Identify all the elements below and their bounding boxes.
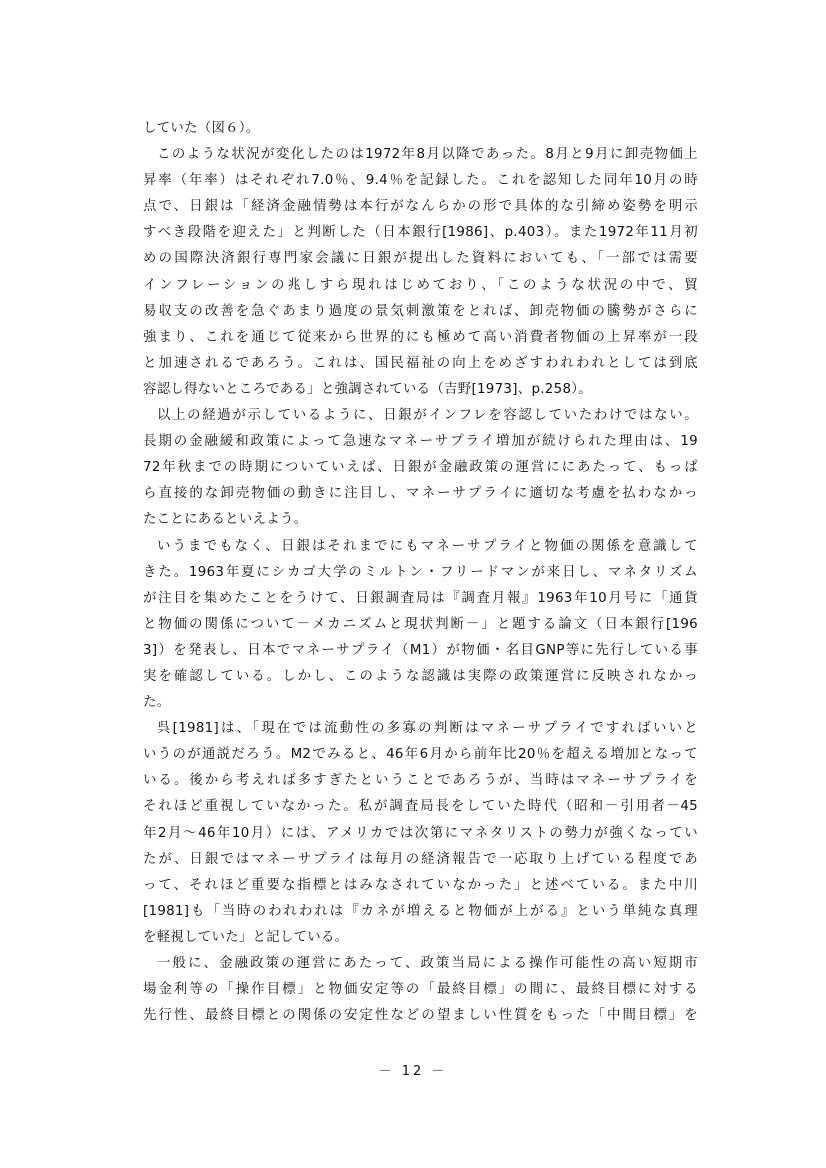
text-line: 易収支の改善を急ぐあまり過度の景気刺激策をとれば、卸売物価の騰勢がさらに xyxy=(143,303,698,319)
text-line: と加速されるであろう。これは、国民福祉の向上をめざすわれわれとしては到底 xyxy=(143,355,698,371)
text-line: きた。1963年夏にシカゴ大学のミルトン・フリードマンが来日し、マネタリズム xyxy=(143,564,698,580)
text-line: たことにあるといえよう。 xyxy=(143,512,308,528)
text-line: た。 xyxy=(143,695,171,711)
text-line: いうのが通説だろう。M2でみると、46年6月から前年比20％を超える増加となって xyxy=(143,747,698,763)
text-line: 年2月～46年10月）には、アメリカでは次第にマネタリストの勢力が強くなってい xyxy=(143,825,698,841)
text-line: インフレーションの兆しすら現れはじめており、「このような状況の中で、貿 xyxy=(143,277,698,293)
text-line: 3]）を発表し、日本でマネーサプライ（M1）が物価・名目GNP等に先行している事 xyxy=(143,642,698,658)
text-line: 長期の金融緩和政策によって急速なマネーサプライ増加が続けられた理由は、19 xyxy=(143,434,698,450)
text-line: 強まり、これを通じて従来から世界的にも極めて高い消費者物価の上昇率が一段 xyxy=(143,329,698,345)
text-line: 先行性、最終目標との関係の安定性などの望ましい性質をもった「中間目標」を xyxy=(143,1008,698,1024)
text-line: 点で、日銀は「経済金融情勢は本行がなんらかの形で具体的な引締め姿勢を明示 xyxy=(143,199,698,215)
text-line: 一般に、金融政策の運営にあたって、政策当局による操作可能性の高い短期市 xyxy=(157,956,698,971)
page-number: － 12 － xyxy=(378,1064,448,1079)
text-line: と物価の関係について－メカニズムと現状判断－」と題する論文（日本銀行[196 xyxy=(143,616,698,632)
text-line: いうまでもなく、日銀はそれまでにもマネーサプライと物価の関係を意識して xyxy=(157,538,698,554)
text-line: が注目を集めたことをうけて、日銀調査局は『調査月報』1963年10月号に「通貨 xyxy=(143,590,698,606)
text-line: 容認し得ないところである」と強調されている（吉野[1973]、p.258）。 xyxy=(143,381,592,397)
text-line: ら直接的な卸売物価の動きに注目し、マネーサプライに適切な考慮を払わなかっ xyxy=(143,486,698,502)
text-line: めの国際決済銀行専門家会議に日銀が提出した資料においても、「一部では需要 xyxy=(143,251,698,267)
text-line: 場金利等の「操作目標」と物価安定等の「最終目標」の間に、最終目標に対する xyxy=(143,982,698,998)
text-line: すべき段階を迎えた」と判断した（日本銀行[1986]、p.403）。また1972年11月初 xyxy=(143,225,698,241)
text-line: 実を確認している。しかし、このような認識は実際の政策運営に反映されなかっ xyxy=(143,668,698,684)
text-line: [1981]も「当時のわれわれは『カネが増えると物価が上がる』という単純な真理 xyxy=(143,903,698,919)
text-line: 呉[1981]は、「現在では流動性の多寡の判断はマネーサプライですればいいと xyxy=(157,721,698,737)
text-line: って、それほど重要な指標とはみなされていなかった」と述べている。また中川 xyxy=(143,877,698,893)
text-line: それほど重視していなかった。私が調査局長をしていた時代（昭和－引用者－45 xyxy=(143,799,698,815)
text-line: 72年秋までの時期についていえば、日銀が金融政策の運営ににあたって、もっぱ xyxy=(143,460,698,476)
text-line: を軽視していた」と記している。 xyxy=(143,929,349,945)
text-line: 昇率（年率）はそれぞれ7.0％、9.4％を記録した。これを認知した同年10月の時 xyxy=(143,173,698,189)
text-line: たが、日銀ではマネーサプライは毎月の経済報告で一応取り上げている程度であ xyxy=(143,851,698,867)
body-text xyxy=(143,116,698,1029)
text-line: いる。後から考えれば多すぎたということであろうが、当時はマネーサプライを xyxy=(143,773,698,789)
text-line: していた（図６）。 xyxy=(143,121,260,136)
text-line: このような状況が変化したのは1972年8月以降であった。8月と9月に卸売物価上 xyxy=(157,147,698,163)
text-line: 以上の経過が示しているように、日銀がインフレを容認していたわけではない。 xyxy=(157,408,698,424)
